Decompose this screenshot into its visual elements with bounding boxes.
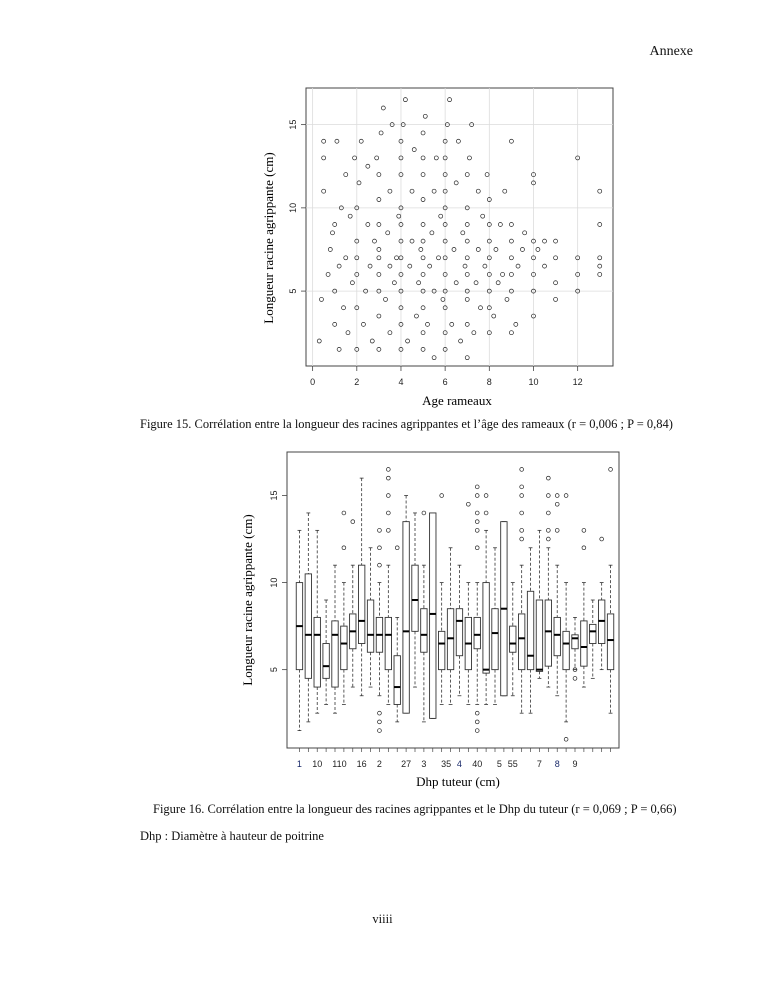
scatter-x-tick-label: 8 [486,377,492,387]
scatter-point [437,256,441,260]
scatter-point [465,356,469,360]
box [438,494,444,705]
scatter-point [328,247,332,251]
scatter-point [498,223,502,227]
scatter-point [421,239,425,243]
box [590,600,596,678]
scatter-point [483,264,487,268]
scatter-point [452,247,456,251]
scatter-point [459,339,463,343]
box-iqr [323,644,329,679]
box [323,600,329,704]
box [350,520,356,687]
scatter-point [476,189,480,193]
scatter-x-tick-label: 6 [442,377,448,387]
scatter-point [408,264,412,268]
scatter-point [326,272,330,276]
scatter-point [432,356,436,360]
box [385,468,391,705]
box-outlier [395,546,399,550]
figure-16-caption: Figure 16. Corrélation entre la longueur des racines agrippantes et le Dhp du tuteur (r = 0,069 ; P = 0,66) [153,802,677,816]
box-iqr [590,624,596,643]
box-iqr [430,513,436,718]
box [403,496,409,714]
box [412,513,418,687]
scatter-point [474,281,478,285]
box-outlier [546,528,550,532]
box-outlier [484,511,488,515]
box-iqr [421,609,427,653]
boxplot-chart [0,440,765,800]
scatter-point [554,281,558,285]
scatter-point [554,256,558,260]
boxplot-x-tick-label: 8 [554,759,560,769]
scatter-point [465,223,469,227]
scatter-point [322,189,326,193]
boxplot-x-tick-label: 40 [472,759,483,769]
box-iqr [554,617,560,655]
scatter-point [494,247,498,251]
box-outlier [378,563,382,567]
scatter-y-axis-label: Longueur racine agrippante (cm) [261,152,276,324]
scatter-plot-frame [306,88,613,366]
box-iqr [474,617,480,648]
box [394,546,400,722]
scatter-point [333,223,337,227]
scatter-point [509,139,513,143]
scatter-point [317,339,321,343]
scatter-point [450,322,454,326]
box-outlier [546,476,550,480]
scatter-point [372,239,376,243]
scatter-point [370,339,374,343]
box-outlier [475,485,479,489]
box [367,548,373,687]
box [332,565,338,713]
box [607,468,613,714]
boxplot-x-tick-label: 5 [496,759,502,769]
box [581,528,587,687]
box-outlier [582,546,586,550]
scatter-point [516,264,520,268]
scatter-point [501,272,505,276]
scatter-point [410,239,414,243]
scatter-point [377,272,381,276]
scatter-point [337,347,341,351]
scatter-point [421,331,425,335]
scatter-point [333,322,337,326]
scatter-point [425,322,429,326]
box [421,511,427,722]
scatter-point [384,297,388,301]
boxplot-x-tick-label: 4 [456,759,462,769]
scatter-point [485,173,489,177]
box-iqr [536,600,542,671]
scatter-point [412,148,416,152]
scatter-y-tick-label: 15 [288,119,298,130]
scatter-point [377,256,381,260]
box [492,548,498,705]
scatter-point [368,264,372,268]
scatter-point [421,306,425,310]
scatter-point [322,139,326,143]
box-outlier [351,520,355,524]
scatter-y-tick-label: 5 [288,288,298,294]
scatter-point [448,98,452,102]
box [465,502,471,704]
box-outlier [582,528,586,532]
scatter-point [388,331,392,335]
scatter-point [476,247,480,251]
box [483,494,489,705]
scatter-point [344,173,348,177]
scatter-point [472,331,476,335]
page-header: Annexe [649,44,693,59]
box [296,530,302,730]
scatter-x-tick-label: 0 [310,377,316,387]
box-iqr [527,591,533,669]
scatter-point [465,322,469,326]
scatter-point [421,272,425,276]
abbreviation-note: Dhp : Diamètre à hauteur de poitrine [140,829,324,843]
box-iqr [510,626,516,652]
boxplot-x-tick-label: 35 [441,759,452,769]
box-outlier [546,511,550,515]
scatter-point [554,239,558,243]
scatter-x-axis-label: Age rameaux [422,393,492,408]
box-iqr [367,600,373,652]
scatter-point [454,281,458,285]
box [358,478,364,696]
scatter-point [342,306,346,310]
scatter-point [465,239,469,243]
box-outlier [386,528,390,532]
scatter-x-tick-label: 10 [528,377,539,387]
scatter-point [410,189,414,193]
box-outlier [378,720,382,724]
boxplot-x-tick-label: 10 [312,759,323,769]
box-iqr [492,609,498,670]
scatter-point [456,139,460,143]
box-outlier [475,711,479,715]
scatter-point [461,231,465,235]
box-outlier [484,494,488,498]
scatter-point [496,281,500,285]
box-outlier [609,468,613,472]
scatter-point [423,114,427,118]
scatter-x-tick-label: 12 [572,377,583,387]
scatter-point [395,256,399,260]
box-iqr [545,600,551,666]
box-outlier [564,737,568,741]
box-iqr [518,614,524,670]
scatter-point [388,264,392,268]
box [456,565,462,696]
box [545,476,551,687]
box [563,494,569,742]
scatter-point [509,331,513,335]
scatter-point [406,339,410,343]
boxplot-x-axis-label: Dhp tuteur (cm) [416,774,500,789]
box-outlier [573,676,577,680]
box [430,513,436,718]
box-outlier [386,468,390,472]
box-outlier [564,494,568,498]
scatter-point [377,173,381,177]
box-iqr [332,621,338,687]
scatter-point [465,256,469,260]
scatter-point [366,164,370,168]
box-outlier [466,502,470,506]
box-outlier [386,476,390,480]
scatter-point [361,322,365,326]
box-outlier [520,511,524,515]
scatter-point [375,156,379,160]
box-outlier [546,537,550,541]
boxplot-y-axis-label: Longueur racine agrippante (cm) [240,514,255,686]
scatter-point [454,181,458,185]
scatter-point [392,281,396,285]
box-outlier [440,494,444,498]
scatter-point [439,214,443,218]
scatter-point [465,173,469,177]
boxplot-frame [287,452,619,748]
scatter-point [467,156,471,160]
box-outlier [475,528,479,532]
box-iqr [607,614,613,670]
scatter-point [377,247,381,251]
scatter-x-tick-label: 2 [354,377,360,387]
box [527,548,533,713]
boxplot-x-tick-label: 16 [356,759,367,769]
box-iqr [358,565,364,643]
scatter-point [543,239,547,243]
box-iqr [341,626,347,670]
scatter-point [319,297,323,301]
box-outlier [378,546,382,550]
box-iqr [314,617,320,687]
figure-15-caption: Figure 15. Corrélation entre la longueur des racines agrippantes et l’âge des rameaux (r = 0,006 ; P = 0,84) [140,417,673,431]
boxplot-x-tick-label: 3 [421,759,427,769]
box-outlier [520,537,524,541]
box [447,548,453,705]
scatter-point [430,231,434,235]
scatter-chart [0,0,765,440]
box-iqr [483,583,489,674]
scatter-point [346,331,350,335]
box-outlier [475,729,479,733]
scatter-point [379,131,383,135]
scatter-point [322,156,326,160]
boxplot-x-tick-label: 110 [332,759,347,769]
boxplot-y-tick-label: 15 [269,490,279,501]
box [474,485,480,733]
scatter-point [598,189,602,193]
scatter-point [598,223,602,227]
box [314,530,320,713]
box-iqr [305,574,311,678]
box-outlier [555,494,559,498]
box-outlier [386,494,390,498]
scatter-point [441,297,445,301]
scatter-point [359,139,363,143]
box-iqr [572,635,578,649]
scatter-point [386,231,390,235]
scatter-point [397,214,401,218]
scatter-point [465,297,469,301]
box-iqr [563,631,569,669]
scatter-point [543,264,547,268]
scatter-point [421,198,425,202]
box-outlier [378,711,382,715]
scatter-point [377,223,381,227]
scatter-point [509,223,513,227]
box-outlier [386,511,390,515]
scatter-point [509,256,513,260]
box [598,537,604,669]
box-outlier [520,494,524,498]
scatter-point [344,256,348,260]
scatter-point [421,156,425,160]
scatter-x-tick-label: 4 [398,377,404,387]
scatter-point [331,231,335,235]
scatter-point [353,156,357,160]
box-outlier [378,729,382,733]
scatter-point [598,272,602,276]
box-iqr [438,631,444,669]
box-outlier [378,528,382,532]
box-outlier [555,502,559,506]
box-outlier [520,485,524,489]
box [305,513,311,722]
boxplot-x-tick-label: 1 [296,759,302,769]
scatter-point [377,198,381,202]
boxplot-y-tick-label: 10 [269,577,279,588]
scatter-point [421,256,425,260]
box-outlier [342,511,346,515]
scatter-point [554,297,558,301]
box-outlier [600,537,604,541]
boxplot-x-tick-label: 2 [376,759,382,769]
box [510,583,516,696]
scatter-point [536,247,540,251]
box [554,494,560,696]
scatter-point [432,189,436,193]
scatter-point [465,272,469,276]
scatter-point [523,231,527,235]
scatter-point [335,139,339,143]
scatter-point [598,264,602,268]
scatter-point [350,281,354,285]
boxplot-x-tick-label: 27 [401,759,412,769]
scatter-point [419,247,423,251]
scatter-point [505,297,509,301]
box-iqr [385,617,391,669]
scatter-point [377,314,381,318]
scatter-point [348,214,352,218]
box [376,528,382,732]
scatter-point [417,281,421,285]
scatter-point [414,314,418,318]
scatter-point [481,214,485,218]
scatter-point [503,189,507,193]
scatter-point [492,314,496,318]
box-outlier [475,720,479,724]
box-iqr [581,621,587,666]
box-outlier [475,511,479,515]
boxplot-y-tick-label: 5 [269,667,279,673]
scatter-point [520,247,524,251]
scatter-point [403,98,407,102]
box [501,522,507,696]
box-outlier [475,546,479,550]
box [572,617,578,680]
box-outlier [422,511,426,515]
scatter-point [421,131,425,135]
scatter-point [377,347,381,351]
scatter-point [428,264,432,268]
scatter-point [463,264,467,268]
scatter-point [509,239,513,243]
box-outlier [555,528,559,532]
boxplot-x-tick-label: 55 [507,759,518,769]
scatter-point [598,256,602,260]
boxplot-x-tick-label: 9 [572,759,578,769]
box-outlier [546,494,550,498]
page-number: viiii [372,912,393,926]
box-outlier [475,494,479,498]
scatter-point [381,106,385,110]
scatter-point [388,189,392,193]
box-outlier [520,468,524,472]
scatter-point [421,223,425,227]
scatter-point [337,264,341,268]
box-iqr [456,609,462,656]
scatter-point [478,306,482,310]
box-iqr [394,656,400,705]
box-iqr [403,522,409,714]
box [341,511,347,704]
box [536,530,542,678]
box-outlier [520,528,524,532]
scatter-point [514,322,518,326]
scatter-point [421,347,425,351]
scatter-y-tick-label: 10 [288,202,298,213]
scatter-point [357,181,361,185]
box [518,468,524,714]
scatter-point [421,173,425,177]
scatter-point [434,156,438,160]
scatter-point [509,272,513,276]
scatter-point [366,223,370,227]
box-iqr [412,565,418,631]
box-outlier [475,520,479,524]
boxplot-x-tick-label: 7 [536,759,542,769]
box-outlier [342,546,346,550]
